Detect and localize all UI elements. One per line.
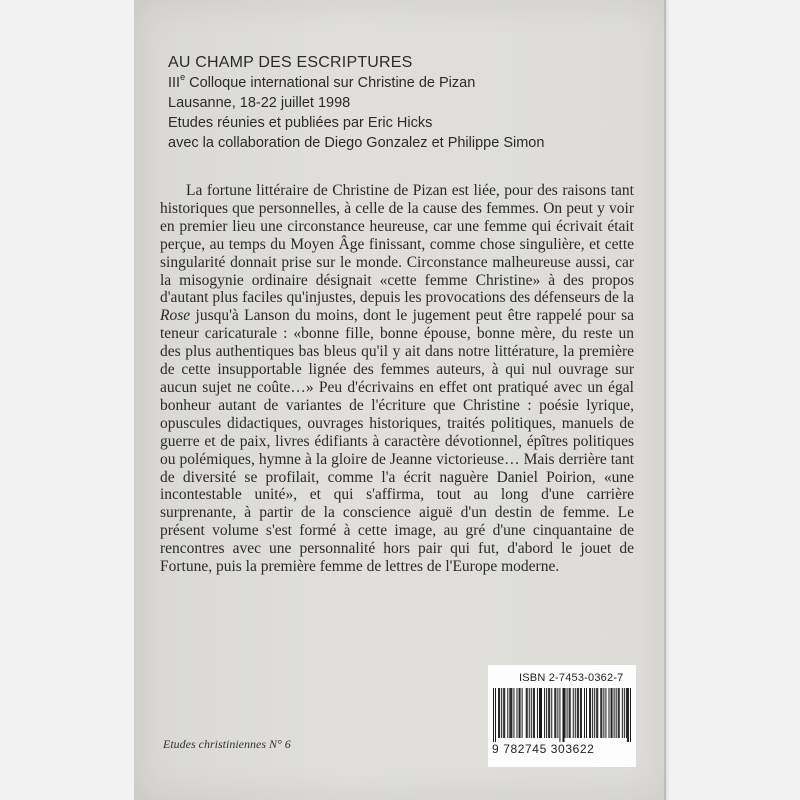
barcode-digits: 9 782745 303622 — [492, 742, 595, 756]
colloque-line — [168, 73, 628, 93]
collaboration-line: avec la collaboration de Diego Gonzalez et Philippe Simon — [168, 135, 545, 151]
barcode-icon — [493, 688, 631, 742]
cover-edge-shadow — [664, 0, 670, 800]
editors-line: Etudes réunies et publiées par Eric Hicks — [168, 115, 433, 131]
blurb-rose: Rose — [160, 307, 191, 325]
blurb-text — [160, 182, 634, 576]
book-title: AU CHAMP DES ESCRIPTURES — [168, 54, 413, 71]
place-date: Lausanne, 18-22 juillet 1998 — [168, 95, 351, 111]
series-label: Etudes christiniennes N° 6 — [163, 737, 291, 751]
book-header — [168, 52, 628, 153]
blurb-part-2: jusqu'à Lanson du moins, dont le jugement peut être rappelé pour sa teneur caricaturale : «bonne fille, bonne épouse, bonne mère, du reste un des plus authentiques bas bleus qu'il y ait dans notre littérature, la première de cette insupportable lignée des femmes auteurs, à qui nul ouvrage sur aucun sujet ne coûte…» Peu d'écrivains en effet ont pratiqué avec un égal bonheur autant de variantes de l'écriture que Christine : poésie lyrique, opuscules didactiques, ouvrages historiques, traités politiques, manuels de guerre et de paix, livres édifiants à caractère dévotionnel, épîtres politiques ou polémiques, hymne à la gloire de Jeanne victorieuse… Mais derrière tant de diversité se profilait, comme l'a écrit naguère Daniel Poirion, «une incontestable unité», et qui s'affirma, tout au long d'une carrière surprenante, à partir de la conscience aiguë d'un destin de femme. Le présent volume s'est formé à cette image, au gré d'une cinquantaine de rencontres avec une personnalité hors pair qui fut, d'abord le jouet de Fortune, puis la première femme de lettres de l'Europe moderne. — [160, 307, 634, 576]
colloque-prefix: III — [168, 75, 181, 91]
blurb-part-1: La fortune littéraire de Christine de Pizan est liée, pour des raisons tant historiques que personnelles, à celle de la cause des femmes. On peut y voir en premier lieu une circonstance heureuse, car une femme qui écrivait était perçue, au temps du Moyen Âge finissant, comme chose singulière, et cette singularité donnait prise sur le monde. Circonstance malheureuse aussi, car la misogynie ordinaire désignait «cette femme Christine» à des propos d'autant plus faciles qu'injustes, depuis les provocations des défenseurs de la — [160, 182, 634, 307]
colloque-rest: Colloque international sur Christine de Pizan — [185, 75, 476, 91]
isbn-label: ISBN 2-7453-0362-7 — [519, 672, 624, 684]
colloque-sup: e — [180, 72, 186, 83]
